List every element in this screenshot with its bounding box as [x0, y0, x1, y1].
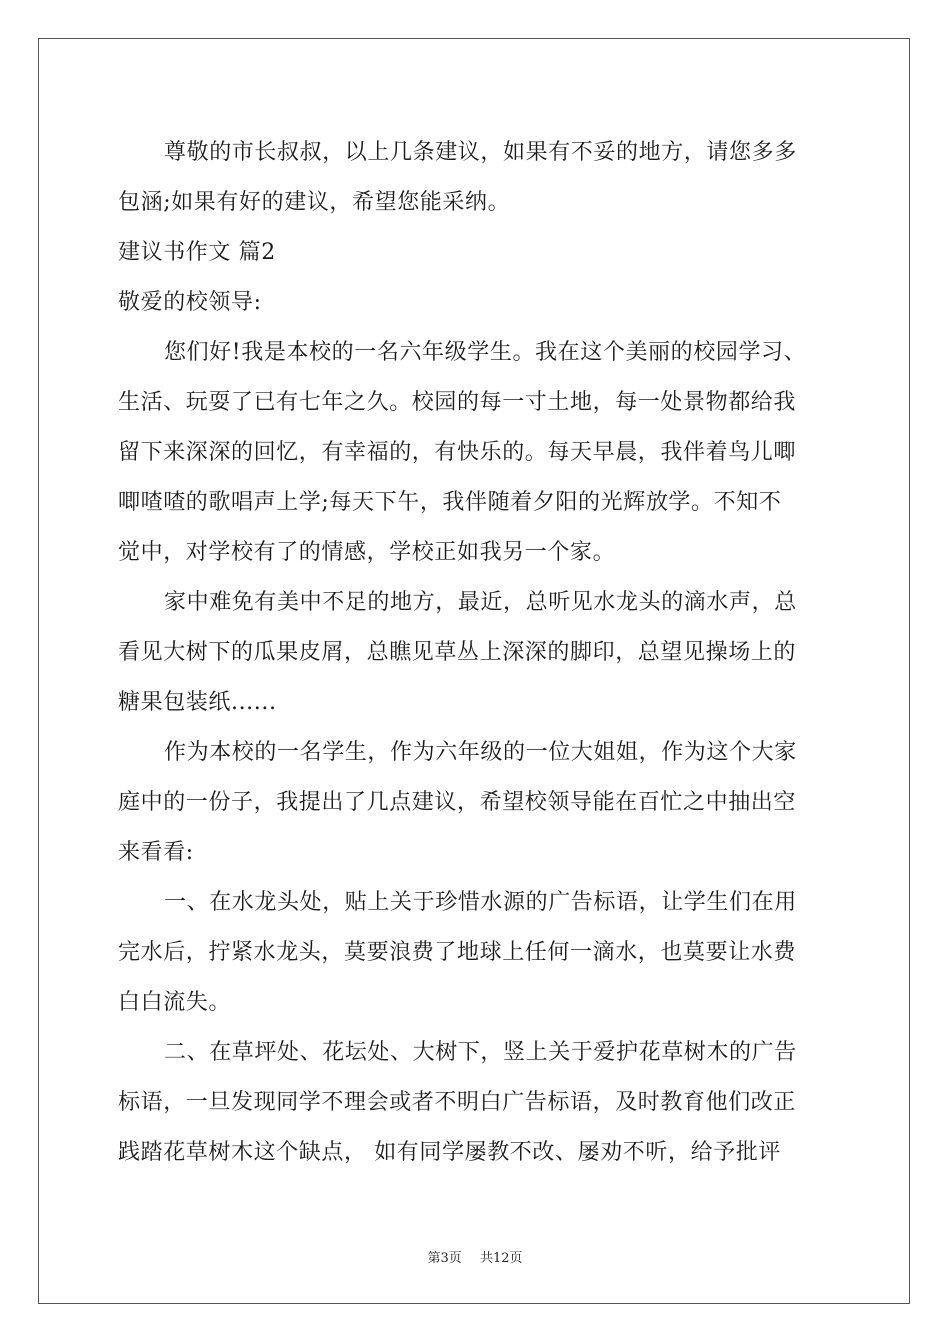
- text-line-21: 践踏花草树木这个缺点， 如有同学屡教不改、屡劝不听，给予批评: [118, 1140, 781, 1165]
- text-line-10: 家中难免有美中不足的地方，最近，总听见水龙头的滴水声，总: [164, 590, 797, 615]
- text-line-9: 觉中，对学校有了的情感，学校正如我另一个家。: [118, 540, 616, 565]
- text-line-15: 来看看:: [118, 840, 194, 865]
- text-line-16: 一、在水龙头处，贴上关于珍惜水源的广告标语，让学生们在用: [164, 890, 797, 915]
- text-line-5: 您们好!我是本校的一名六年级学生。我在这个美丽的校园学习、: [164, 340, 807, 365]
- text-line-17: 完水后，拧紧水龙头，莫要浪费了地球上任何一滴水，也莫要让水费: [118, 940, 797, 965]
- text-line-12: 糖果包装纸......: [118, 690, 277, 715]
- text-line-1: 尊敬的市长叔叔，以上几条建议，如果有不妥的地方，请您多多: [164, 140, 797, 165]
- page-total: 共12页: [479, 1251, 523, 1266]
- text-line-18: 白白流失。: [118, 990, 232, 1015]
- page-number: 第3页: [427, 1251, 462, 1266]
- text-line-20: 标语，一旦发现同学不理会或者不明白广告标语，及时教育他们改正: [118, 1090, 797, 1115]
- text-line-13: 作为本校的一名学生，作为六年级的一位大姐姐，作为这个大家: [164, 740, 797, 765]
- text-line-8: 唧喳喳的歌唱声上学;每天下午，我伴随着夕阳的光辉放学。不知不: [118, 490, 782, 515]
- text-line-6: 生活、玩耍了已有七年之久。校园的每一寸土地，每一处景物都给我: [118, 390, 797, 415]
- text-line-19: 二、在草坪处、花坛处、大树下，竖上关于爱护花草树木的广告: [164, 1040, 797, 1065]
- section-heading: 建议书作文 篇2: [118, 240, 276, 265]
- document-body: [118, 128, 838, 1178]
- text-line-11: 看见大树下的瓜果皮屑，总瞧见草丛上深深的脚印，总望见操场上的: [118, 640, 797, 665]
- text-line-2: 包涵;如果有好的建议，希望您能采纳。: [118, 190, 511, 215]
- salutation: 敬爱的校领导:: [118, 290, 262, 315]
- text-line-14: 庭中的一份子，我提出了几点建议，希望校领导能在百忙之中抽出空: [118, 790, 797, 815]
- text-line-7: 留下来深深的回忆，有幸福的，有快乐的。每天早晨，我伴着鸟儿唧: [118, 440, 797, 465]
- page-footer: [0, 1247, 950, 1266]
